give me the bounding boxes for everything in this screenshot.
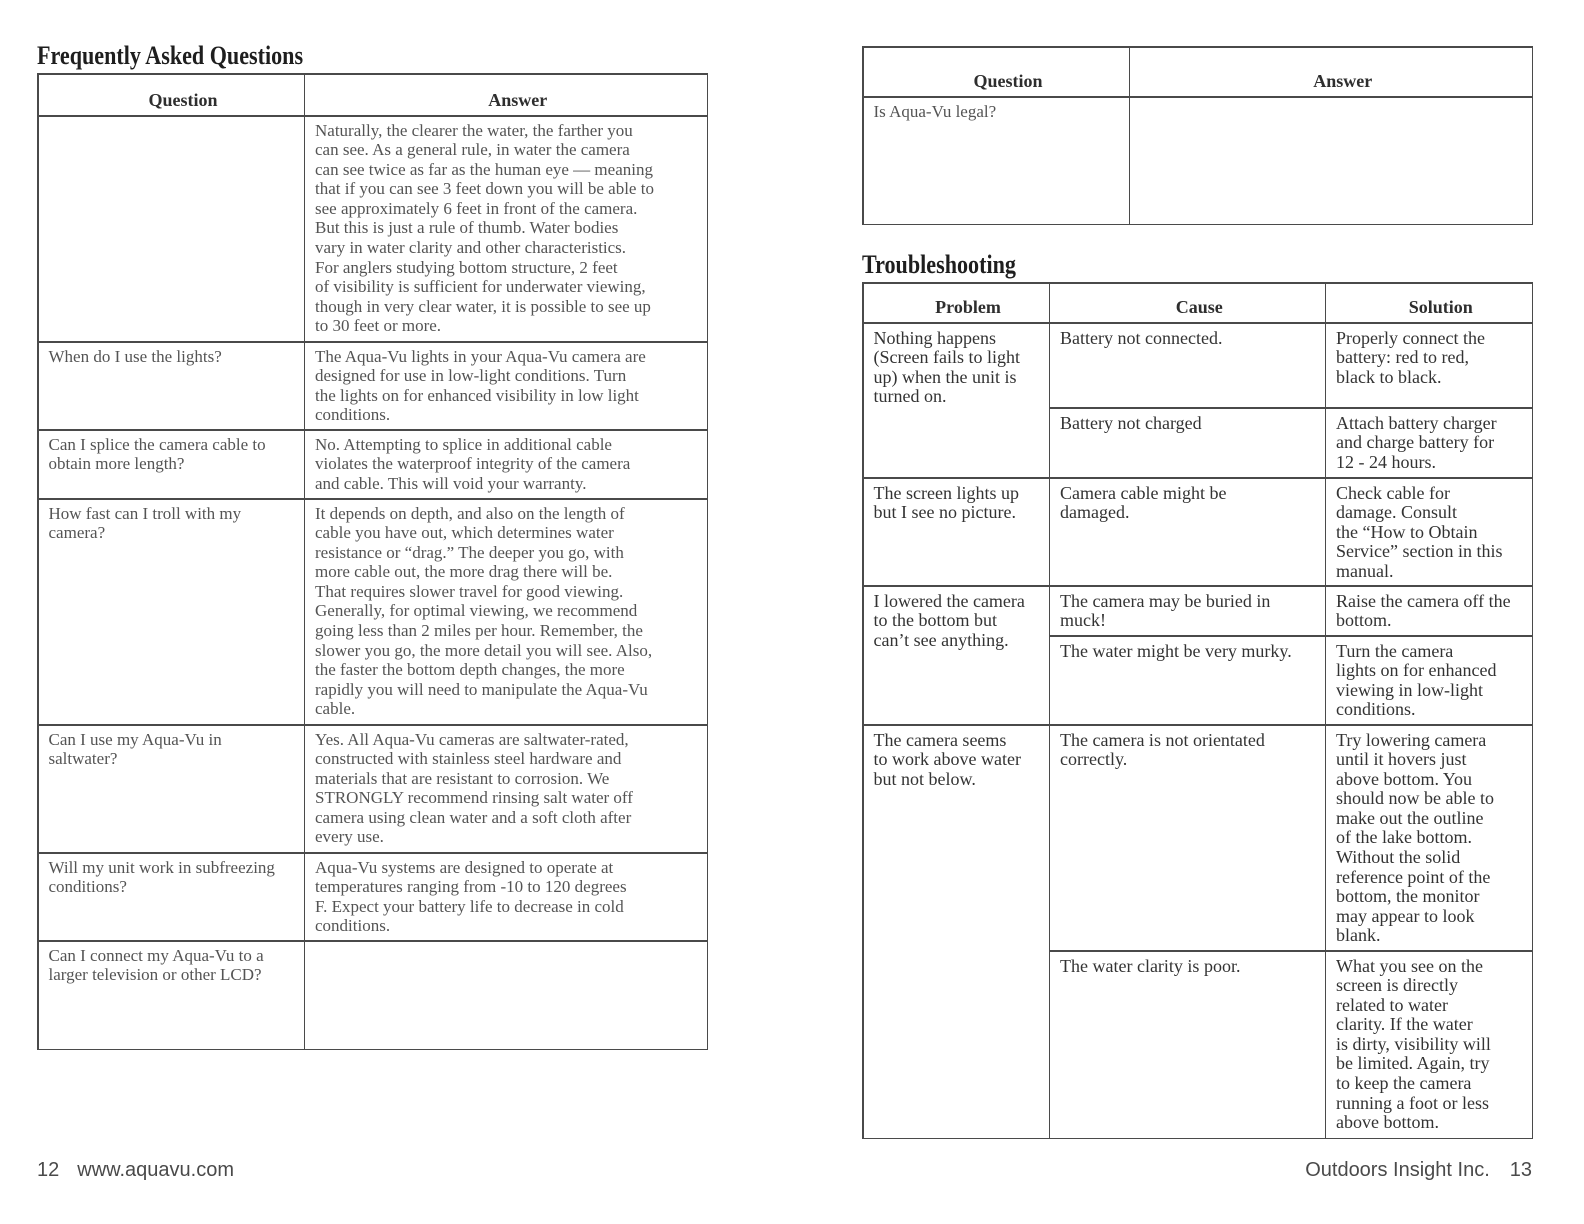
troubleshooting-title: Troubleshooting [862,250,1016,279]
page-number: 13 [1509,1159,1532,1181]
faq-header-question: Question [39,75,304,116]
troubleshooting-header-solution: Solution [1326,284,1532,323]
troubleshooting-table [862,282,1533,1139]
faq-answer-cell: Aqua-Vu systems are designed to operate at temperatures ranging from -10 to 120 degrees F. Expect your battery life to decrease in cold conditions. [305,854,707,941]
faq-question-cell: Can I use my Aqua-Vu in saltwater? [39,726,304,853]
cause-cell: The water might be very murky. [1050,637,1325,725]
solution-cell: Properly connect the battery: red to red, black to black. [1326,324,1532,408]
website-url: www.aquavu.com [77,1159,234,1181]
troubleshooting-header-cause: Cause [1050,284,1325,323]
faq-answer-cell: It depends on depth, and also on the length of cable you have out, which determines water resistance or “drag.” The deeper you go, with more cable out, the more drag there will be. That requires slower travel for good viewing. Generally, for optimal viewing, we recommend going less than 2 miles per hour. Remember, the slower you go, the more detail you will see. Also, the faster the bottom depth changes, the more rapidly you will need to manipulate the Aqua-Vu cable. [305,500,707,725]
faq-answer-cell: No. Attempting to splice in additional cable violates the waterproof integrity of the camera and cable. This will void your warranty. [305,431,707,499]
right-page-footer [1305,1158,1532,1182]
solution-cell: Check cable for damage. Consult the “How to Obtain Service” section in this manual. [1326,479,1532,586]
cause-cell: The camera is not orientated correctly. [1050,726,1325,951]
publisher-name: Outdoors Insight Inc. [1305,1159,1490,1181]
faq-question-cell: When do I use the lights? [39,343,304,430]
faq-header-answer: Answer [1130,48,1532,97]
faq-answer-cell: Naturally, the clearer the water, the farther you can see. As a general rule, in water the camera can see twice as far as the human eye — meaning that if you can see 3 feet down you will be able to see approximately 6 feet in front of the camera. But this is just a rule of thumb. Water bodies vary in water clarity and other characteristics. For anglers studying bottom structure, 2 feet of visibility is sufficient for underwater viewing, though in very clear water, it is possible to see up to 30 feet or more. [305,117,707,342]
faq-answer-cell [305,942,707,1049]
faq-question-cell: Can I connect my Aqua-Vu to a larger television or other LCD? [39,942,304,1049]
problem-cell: I lowered the camera to the bottom but can’t see anything. [864,587,1049,725]
troubleshooting-header-problem: Problem [864,284,1049,323]
faq-answer-cell [1130,98,1532,224]
faq-answer-cell: The Aqua-Vu lights in your Aqua-Vu camera are designed for use in low-light conditions. Turn the lights on for enhanced visibility in low light conditions. [305,343,707,430]
cause-cell: Battery not connected. [1050,324,1325,408]
cause-cell: Battery not charged [1050,409,1325,478]
faq-question-cell: Will my unit work in subfreezing conditions? [39,854,304,941]
solution-cell: Raise the camera off the bottom. [1326,587,1532,636]
cause-cell: The water clarity is poor. [1050,952,1325,1138]
cause-cell: The camera may be buried in muck! [1050,587,1325,636]
left-page-footer [37,1158,234,1182]
faq-question-cell: Can I splice the camera cable to obtain more length? [39,431,304,499]
problem-cell: The camera seems to work above water but not below. [864,726,1049,1138]
faq-continued-table [862,46,1533,225]
page-number: 12 [37,1159,60,1181]
faq-table [37,73,708,1050]
solution-cell: Attach battery charger and charge battery for 12 - 24 hours. [1326,409,1532,478]
solution-cell: Try lowering camera until it hovers just above bottom. You should now be able to make out the outline of the lake bottom. Without the solid reference point of the bottom, the monitor may appear to look blank. [1326,726,1532,951]
solution-cell: Turn the camera lights on for enhanced viewing in low-light conditions. [1326,637,1532,725]
faq-question-cell: Is Aqua-Vu legal? [864,98,1129,224]
faq-header-answer: Answer [305,75,707,116]
faq-title: Frequently Asked Questions [37,41,304,70]
faq-question-cell [39,117,304,342]
cause-cell: Camera cable might be damaged. [1050,479,1325,586]
faq-question-cell: How fast can I troll with my camera? [39,500,304,725]
faq-header-question: Question [864,48,1129,97]
solution-cell: What you see on the screen is directly related to water clarity. If the water is dirty, visibility will be limited. Again, try to keep the camera running a foot or less above bottom. [1326,952,1532,1138]
problem-cell: The screen lights up but I see no picture. [864,479,1049,586]
faq-answer-cell: Yes. All Aqua-Vu cameras are saltwater-rated, constructed with stainless steel hardware and materials that are resistant to corrosion. We STRONGLY recommend rinsing salt water off camera using clean water and a soft cloth after every use. [305,726,707,853]
problem-cell: Nothing happens (Screen fails to light up) when the unit is turned on. [864,324,1049,478]
